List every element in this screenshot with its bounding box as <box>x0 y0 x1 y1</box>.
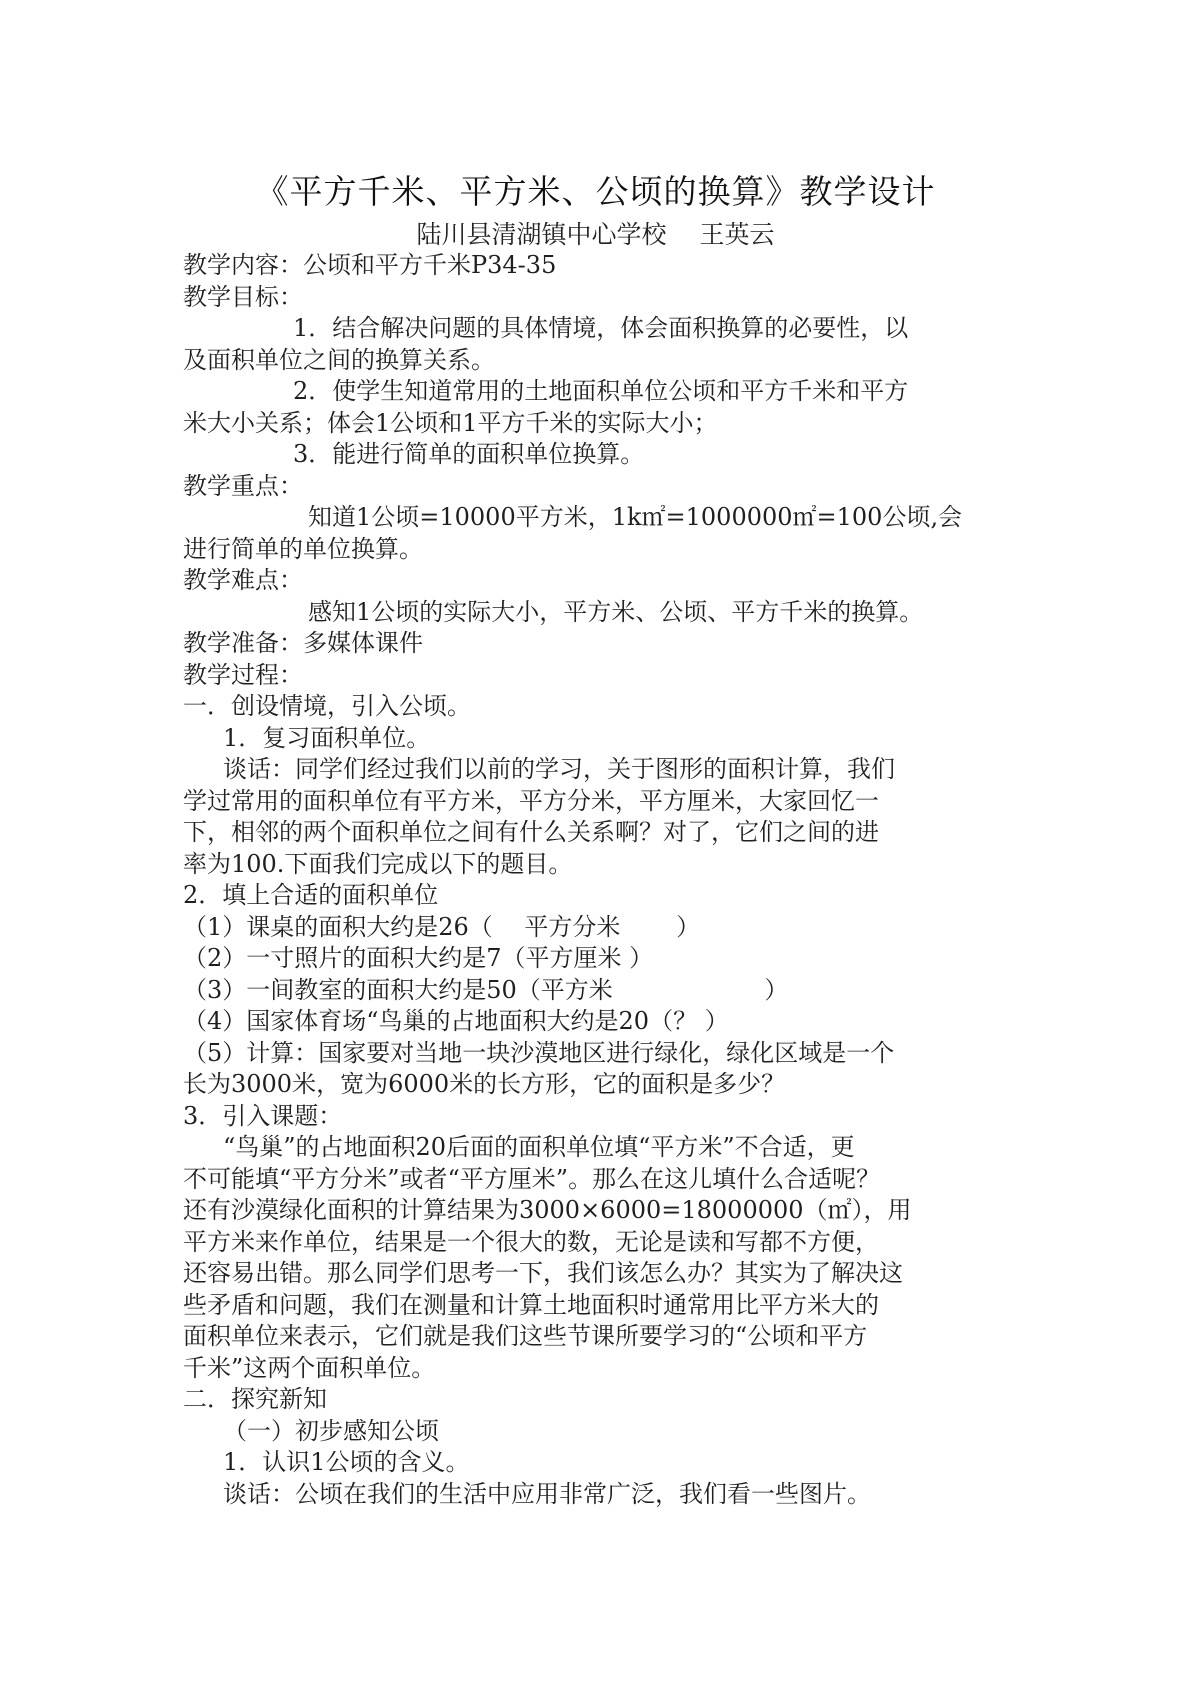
text-line: 教学难点： <box>183 566 303 594</box>
text-line: 面积单位来表示，它们就是我们这些节课所要学习的“公顷和平方 <box>183 1322 868 1350</box>
text-line: 教学准备：多媒体课件 <box>183 629 423 657</box>
text-line: 进行简单的单位换算。 <box>183 534 423 563</box>
text-line: 及面积单位之间的换算关系。 <box>183 345 495 374</box>
text-line: 还容易出错。那么同学们思考一下，我们该怎么办？其实为了解决这 <box>183 1259 903 1287</box>
text-line: 教学目标： <box>183 282 303 311</box>
document-body <box>183 250 1013 1510</box>
text-line: 学过常用的面积单位有平方米，平方分米，平方厘米，大家回忆一 <box>183 786 879 815</box>
text-line: 还有沙漠绿化面积的计算结果为3000×6000=18000000（㎡），用 <box>183 1196 912 1224</box>
text-line: （一）初步感知公顷 <box>223 1416 439 1445</box>
text-line: 1．结合解决问题的具体情境，体会面积换算的必要性，以 <box>293 314 909 342</box>
text-line: （4）国家体育场“鸟巢的占地面积大约是20（？ ） <box>183 1007 729 1035</box>
text-line: 知道1公顷=10000平方米，1k㎡=1000000㎡=100公顷,会 <box>308 503 963 531</box>
text-line: 教学重点： <box>183 471 303 500</box>
text-line: 2．使学生知道常用的土地面积单位公顷和平方千米和平方 <box>293 377 909 405</box>
text-line: （3）一间教室的面积大约是50（平方米 ） <box>183 975 789 1004</box>
text-line: 平方米来作单位，结果是一个很大的数，无论是读和写都不方便， <box>183 1227 879 1256</box>
text-line: 下，相邻的两个面积单位之间有什么关系啊？对了，它们之间的进 <box>183 818 879 846</box>
text-line: 率为100.下面我们完成以下的题目。 <box>183 849 573 878</box>
author-line: 陆川县清湖镇中心学校 王英云 <box>416 220 775 249</box>
text-line: 教学内容：公顷和平方千米P34-35 <box>183 251 557 279</box>
text-line: 2．填上合适的面积单位 <box>183 881 439 909</box>
text-line: 不可能填“平方分米”或者“平方厘米”。那么在这儿填什么合适呢？ <box>183 1164 881 1193</box>
text-line: 谈话：公顷在我们的生活中应用非常广泛，我们看一些图片。 <box>223 1479 871 1508</box>
text-line: 一．创设情境，引入公顷。 <box>183 692 471 720</box>
text-line: 二．探究新知 <box>183 1385 327 1413</box>
text-line: （5）计算：国家要对当地一块沙漠地区进行绿化，绿化区域是一个 <box>183 1038 895 1067</box>
text-line: “鸟巢”的占地面积20后面的面积单位填“平方米”不合适，更 <box>223 1133 855 1161</box>
text-line: 教学过程： <box>183 660 303 689</box>
text-line: 1．认识1公顷的含义。 <box>223 1448 470 1476</box>
text-line: 长为3000米，宽为6000米的长方形，它的面积是多少？ <box>183 1070 786 1098</box>
text-line: 谈话：同学们经过我们以前的学习，关于图形的面积计算，我们 <box>223 755 895 783</box>
text-line: 些矛盾和问题，我们在测量和计算土地面积时通常用比平方米大的 <box>183 1290 879 1319</box>
text-line: （2）一寸照片的面积大约是7（平方厘米 ） <box>183 944 654 972</box>
text-line: 千米”这两个面积单位。 <box>183 1353 436 1382</box>
document-title: 《平方千米、平方米、公顷的换算》教学设计 <box>255 172 936 211</box>
text-line: （1）课桌的面积大约是26（ 平方分米 ） <box>183 912 701 941</box>
text-line: 3．引入课题： <box>183 1101 343 1130</box>
text-line: 感知1公顷的实际大小，平方米、公顷、平方千米的换算。 <box>308 597 924 626</box>
text-line: 3．能进行简单的面积单位换算。 <box>293 440 645 468</box>
text-line: 米大小关系；体会1公顷和1平方千米的实际大小； <box>183 408 718 437</box>
text-line: 1．复习面积单位。 <box>223 723 431 752</box>
